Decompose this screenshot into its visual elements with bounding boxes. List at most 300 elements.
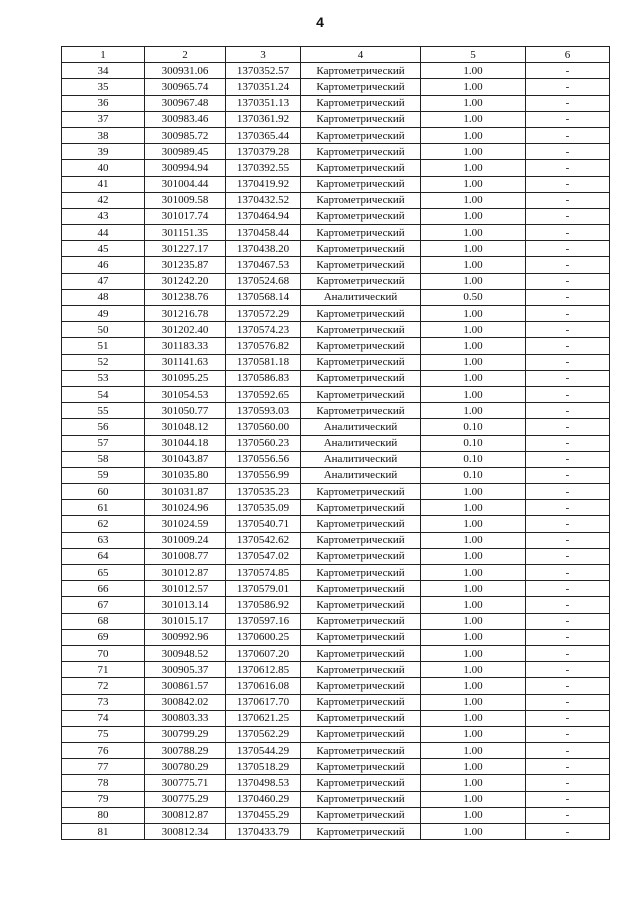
accuracy-cell: 1.00: [421, 759, 526, 775]
point-number-cell: 41: [62, 176, 145, 192]
method-cell: Картометрический: [301, 694, 421, 710]
accuracy-cell: 1.00: [421, 257, 526, 273]
accuracy-cell: 1.00: [421, 111, 526, 127]
x-coordinate-cell: 300788.29: [145, 743, 226, 759]
accuracy-cell: 1.00: [421, 241, 526, 257]
table-row: [62, 743, 610, 759]
y-coordinate-cell: 1370586.83: [226, 370, 301, 386]
point-number-cell: 55: [62, 403, 145, 419]
y-coordinate-cell: 1370432.52: [226, 192, 301, 208]
x-coordinate-cell: 301242.20: [145, 273, 226, 289]
table-row: [62, 467, 610, 483]
note-cell: -: [526, 127, 610, 143]
coordinates-table: [61, 46, 610, 840]
y-coordinate-cell: 1370616.08: [226, 678, 301, 694]
x-coordinate-cell: 301044.18: [145, 435, 226, 451]
table-row: [62, 273, 610, 289]
method-cell: Картометрический: [301, 629, 421, 645]
method-cell: Картометрический: [301, 144, 421, 160]
y-coordinate-cell: 1370540.71: [226, 516, 301, 532]
table-row: [62, 225, 610, 241]
table-row: [62, 484, 610, 500]
y-coordinate-cell: 1370351.24: [226, 79, 301, 95]
point-number-cell: 58: [62, 451, 145, 467]
method-cell: Аналитический: [301, 467, 421, 483]
table-row: [62, 306, 610, 322]
x-coordinate-cell: 300985.72: [145, 127, 226, 143]
accuracy-cell: 0.10: [421, 435, 526, 451]
accuracy-cell: 1.00: [421, 743, 526, 759]
method-cell: Картометрический: [301, 726, 421, 742]
note-cell: -: [526, 144, 610, 160]
note-cell: -: [526, 370, 610, 386]
note-cell: -: [526, 306, 610, 322]
x-coordinate-cell: 301235.87: [145, 257, 226, 273]
point-number-cell: 37: [62, 111, 145, 127]
method-cell: Картометрический: [301, 662, 421, 678]
note-cell: -: [526, 565, 610, 581]
table-row: [62, 775, 610, 791]
x-coordinate-cell: 301004.44: [145, 176, 226, 192]
x-coordinate-cell: 300861.57: [145, 678, 226, 694]
table-row: [62, 127, 610, 143]
table-row: [62, 435, 610, 451]
column-header: 4: [301, 47, 421, 63]
point-number-cell: 44: [62, 225, 145, 241]
accuracy-cell: 1.00: [421, 176, 526, 192]
y-coordinate-cell: 1370433.79: [226, 824, 301, 840]
table-row: [62, 63, 610, 79]
note-cell: -: [526, 160, 610, 176]
x-coordinate-cell: 300992.96: [145, 629, 226, 645]
table-row: [62, 451, 610, 467]
point-number-cell: 42: [62, 192, 145, 208]
accuracy-cell: 1.00: [421, 710, 526, 726]
x-coordinate-cell: 301031.87: [145, 484, 226, 500]
table-row: [62, 597, 610, 613]
y-coordinate-cell: 1370464.94: [226, 208, 301, 224]
method-cell: Картометрический: [301, 225, 421, 241]
accuracy-cell: 1.00: [421, 79, 526, 95]
point-number-cell: 66: [62, 581, 145, 597]
note-cell: -: [526, 225, 610, 241]
x-coordinate-cell: 300965.74: [145, 79, 226, 95]
note-cell: -: [526, 467, 610, 483]
column-header: 6: [526, 47, 610, 63]
point-number-cell: 67: [62, 597, 145, 613]
method-cell: Картометрический: [301, 791, 421, 807]
point-number-cell: 56: [62, 419, 145, 435]
y-coordinate-cell: 1370586.92: [226, 597, 301, 613]
column-header: 1: [62, 47, 145, 63]
y-coordinate-cell: 1370593.03: [226, 403, 301, 419]
y-coordinate-cell: 1370576.82: [226, 338, 301, 354]
accuracy-cell: 0.50: [421, 289, 526, 305]
method-cell: Картометрический: [301, 759, 421, 775]
accuracy-cell: 1.00: [421, 726, 526, 742]
x-coordinate-cell: 301043.87: [145, 451, 226, 467]
method-cell: Картометрический: [301, 613, 421, 629]
x-coordinate-cell: 301050.77: [145, 403, 226, 419]
table-row: [62, 516, 610, 532]
table-row: [62, 759, 610, 775]
table-row: [62, 645, 610, 661]
y-coordinate-cell: 1370460.29: [226, 791, 301, 807]
point-number-cell: 74: [62, 710, 145, 726]
note-cell: -: [526, 500, 610, 516]
table-row: [62, 532, 610, 548]
note-cell: -: [526, 645, 610, 661]
y-coordinate-cell: 1370556.99: [226, 467, 301, 483]
method-cell: Картометрический: [301, 176, 421, 192]
point-number-cell: 43: [62, 208, 145, 224]
table-row: [62, 581, 610, 597]
y-coordinate-cell: 1370574.85: [226, 565, 301, 581]
accuracy-cell: 1.00: [421, 565, 526, 581]
point-number-cell: 65: [62, 565, 145, 581]
note-cell: -: [526, 419, 610, 435]
x-coordinate-cell: 300983.46: [145, 111, 226, 127]
x-coordinate-cell: 300775.29: [145, 791, 226, 807]
method-cell: Картометрический: [301, 111, 421, 127]
accuracy-cell: 1.00: [421, 95, 526, 111]
point-number-cell: 57: [62, 435, 145, 451]
method-cell: Картометрический: [301, 63, 421, 79]
note-cell: -: [526, 775, 610, 791]
table-row: [62, 565, 610, 581]
accuracy-cell: 1.00: [421, 160, 526, 176]
point-number-cell: 45: [62, 241, 145, 257]
note-cell: -: [526, 581, 610, 597]
y-coordinate-cell: 1370560.00: [226, 419, 301, 435]
x-coordinate-cell: 301141.63: [145, 354, 226, 370]
note-cell: -: [526, 484, 610, 500]
point-number-cell: 73: [62, 694, 145, 710]
point-number-cell: 63: [62, 532, 145, 548]
y-coordinate-cell: 1370556.56: [226, 451, 301, 467]
point-number-cell: 35: [62, 79, 145, 95]
table-row: [62, 257, 610, 273]
method-cell: Картометрический: [301, 581, 421, 597]
y-coordinate-cell: 1370612.85: [226, 662, 301, 678]
y-coordinate-cell: 1370600.25: [226, 629, 301, 645]
note-cell: -: [526, 95, 610, 111]
note-cell: -: [526, 710, 610, 726]
method-cell: Картометрический: [301, 354, 421, 370]
y-coordinate-cell: 1370518.29: [226, 759, 301, 775]
y-coordinate-cell: 1370392.55: [226, 160, 301, 176]
x-coordinate-cell: 301202.40: [145, 322, 226, 338]
x-coordinate-cell: 300812.34: [145, 824, 226, 840]
point-number-cell: 51: [62, 338, 145, 354]
y-coordinate-cell: 1370438.20: [226, 241, 301, 257]
note-cell: -: [526, 79, 610, 95]
table-row: [62, 176, 610, 192]
y-coordinate-cell: 1370542.62: [226, 532, 301, 548]
accuracy-cell: 1.00: [421, 370, 526, 386]
accuracy-cell: 1.00: [421, 338, 526, 354]
y-coordinate-cell: 1370597.16: [226, 613, 301, 629]
column-header: 3: [226, 47, 301, 63]
x-coordinate-cell: 301035.80: [145, 467, 226, 483]
table-row: [62, 613, 610, 629]
table-row: [62, 548, 610, 564]
method-cell: Картометрический: [301, 208, 421, 224]
y-coordinate-cell: 1370607.20: [226, 645, 301, 661]
method-cell: Картометрический: [301, 824, 421, 840]
method-cell: Картометрический: [301, 775, 421, 791]
method-cell: Картометрический: [301, 678, 421, 694]
table-row: [62, 354, 610, 370]
accuracy-cell: 1.00: [421, 127, 526, 143]
table-header-row: [62, 47, 610, 63]
accuracy-cell: 1.00: [421, 662, 526, 678]
point-number-cell: 39: [62, 144, 145, 160]
note-cell: -: [526, 208, 610, 224]
method-cell: Картометрический: [301, 322, 421, 338]
method-cell: Картометрический: [301, 386, 421, 402]
table-row: [62, 322, 610, 338]
y-coordinate-cell: 1370535.23: [226, 484, 301, 500]
method-cell: Картометрический: [301, 370, 421, 386]
page-number: 4: [316, 14, 324, 30]
point-number-cell: 60: [62, 484, 145, 500]
method-cell: Картометрический: [301, 338, 421, 354]
x-coordinate-cell: 301012.57: [145, 581, 226, 597]
table-row: [62, 79, 610, 95]
accuracy-cell: 1.00: [421, 144, 526, 160]
x-coordinate-cell: 301015.17: [145, 613, 226, 629]
column-header: 2: [145, 47, 226, 63]
accuracy-cell: 1.00: [421, 306, 526, 322]
x-coordinate-cell: 301008.77: [145, 548, 226, 564]
method-cell: Картометрический: [301, 79, 421, 95]
y-coordinate-cell: 1370458.44: [226, 225, 301, 241]
accuracy-cell: 1.00: [421, 386, 526, 402]
point-number-cell: 71: [62, 662, 145, 678]
table-row: [62, 662, 610, 678]
note-cell: -: [526, 241, 610, 257]
accuracy-cell: 1.00: [421, 694, 526, 710]
y-coordinate-cell: 1370379.28: [226, 144, 301, 160]
x-coordinate-cell: 301048.12: [145, 419, 226, 435]
accuracy-cell: 0.10: [421, 419, 526, 435]
note-cell: -: [526, 516, 610, 532]
accuracy-cell: 1.00: [421, 192, 526, 208]
column-header: 5: [421, 47, 526, 63]
note-cell: -: [526, 435, 610, 451]
table-row: [62, 95, 610, 111]
accuracy-cell: 1.00: [421, 824, 526, 840]
x-coordinate-cell: 300905.37: [145, 662, 226, 678]
point-number-cell: 62: [62, 516, 145, 532]
table-row: [62, 791, 610, 807]
point-number-cell: 59: [62, 467, 145, 483]
y-coordinate-cell: 1370562.29: [226, 726, 301, 742]
point-number-cell: 38: [62, 127, 145, 143]
y-coordinate-cell: 1370560.23: [226, 435, 301, 451]
x-coordinate-cell: 300967.48: [145, 95, 226, 111]
x-coordinate-cell: 301009.24: [145, 532, 226, 548]
y-coordinate-cell: 1370351.13: [226, 95, 301, 111]
table-row: [62, 694, 610, 710]
y-coordinate-cell: 1370419.92: [226, 176, 301, 192]
y-coordinate-cell: 1370365.44: [226, 127, 301, 143]
note-cell: -: [526, 743, 610, 759]
y-coordinate-cell: 1370455.29: [226, 807, 301, 823]
y-coordinate-cell: 1370592.65: [226, 386, 301, 402]
y-coordinate-cell: 1370581.18: [226, 354, 301, 370]
x-coordinate-cell: 300780.29: [145, 759, 226, 775]
point-number-cell: 70: [62, 645, 145, 661]
y-coordinate-cell: 1370547.02: [226, 548, 301, 564]
x-coordinate-cell: 301227.17: [145, 241, 226, 257]
method-cell: Картометрический: [301, 484, 421, 500]
method-cell: Картометрический: [301, 192, 421, 208]
accuracy-cell: 1.00: [421, 63, 526, 79]
note-cell: -: [526, 532, 610, 548]
accuracy-cell: 0.10: [421, 451, 526, 467]
method-cell: Картометрический: [301, 95, 421, 111]
accuracy-cell: 1.00: [421, 807, 526, 823]
point-number-cell: 54: [62, 386, 145, 402]
note-cell: -: [526, 678, 610, 694]
y-coordinate-cell: 1370467.53: [226, 257, 301, 273]
x-coordinate-cell: 300775.71: [145, 775, 226, 791]
table-row: [62, 160, 610, 176]
point-number-cell: 40: [62, 160, 145, 176]
x-coordinate-cell: 301009.58: [145, 192, 226, 208]
note-cell: -: [526, 111, 610, 127]
table-row: [62, 111, 610, 127]
y-coordinate-cell: 1370544.29: [226, 743, 301, 759]
table-body: [62, 63, 610, 840]
x-coordinate-cell: 301024.59: [145, 516, 226, 532]
accuracy-cell: 1.00: [421, 322, 526, 338]
point-number-cell: 36: [62, 95, 145, 111]
x-coordinate-cell: 301017.74: [145, 208, 226, 224]
method-cell: Картометрический: [301, 548, 421, 564]
table-row: [62, 192, 610, 208]
x-coordinate-cell: 300799.29: [145, 726, 226, 742]
note-cell: -: [526, 289, 610, 305]
table-row: [62, 144, 610, 160]
method-cell: Картометрический: [301, 273, 421, 289]
point-number-cell: 46: [62, 257, 145, 273]
x-coordinate-cell: 301095.25: [145, 370, 226, 386]
note-cell: -: [526, 548, 610, 564]
point-number-cell: 78: [62, 775, 145, 791]
method-cell: Картометрический: [301, 160, 421, 176]
note-cell: -: [526, 338, 610, 354]
point-number-cell: 75: [62, 726, 145, 742]
table-row: [62, 710, 610, 726]
table-row: [62, 629, 610, 645]
accuracy-cell: 1.00: [421, 581, 526, 597]
note-cell: -: [526, 403, 610, 419]
table-row: [62, 419, 610, 435]
note-cell: -: [526, 176, 610, 192]
x-coordinate-cell: 301216.78: [145, 306, 226, 322]
point-number-cell: 76: [62, 743, 145, 759]
method-cell: Картометрический: [301, 807, 421, 823]
x-coordinate-cell: 300994.94: [145, 160, 226, 176]
table-row: [62, 500, 610, 516]
y-coordinate-cell: 1370498.53: [226, 775, 301, 791]
accuracy-cell: 1.00: [421, 678, 526, 694]
y-coordinate-cell: 1370535.09: [226, 500, 301, 516]
accuracy-cell: 0.10: [421, 467, 526, 483]
point-number-cell: 77: [62, 759, 145, 775]
note-cell: -: [526, 613, 610, 629]
method-cell: Картометрический: [301, 645, 421, 661]
accuracy-cell: 1.00: [421, 403, 526, 419]
method-cell: Картометрический: [301, 500, 421, 516]
method-cell: Аналитический: [301, 419, 421, 435]
method-cell: Картометрический: [301, 710, 421, 726]
point-number-cell: 79: [62, 791, 145, 807]
point-number-cell: 72: [62, 678, 145, 694]
accuracy-cell: 1.00: [421, 629, 526, 645]
table-row: [62, 370, 610, 386]
note-cell: -: [526, 322, 610, 338]
accuracy-cell: 1.00: [421, 225, 526, 241]
x-coordinate-cell: 300803.33: [145, 710, 226, 726]
table-row: [62, 241, 610, 257]
note-cell: -: [526, 662, 610, 678]
y-coordinate-cell: 1370568.14: [226, 289, 301, 305]
note-cell: -: [526, 597, 610, 613]
x-coordinate-cell: 300931.06: [145, 63, 226, 79]
method-cell: Картометрический: [301, 597, 421, 613]
x-coordinate-cell: 301054.53: [145, 386, 226, 402]
note-cell: -: [526, 791, 610, 807]
table-row: [62, 807, 610, 823]
note-cell: -: [526, 726, 610, 742]
y-coordinate-cell: 1370579.01: [226, 581, 301, 597]
note-cell: -: [526, 694, 610, 710]
x-coordinate-cell: 301183.33: [145, 338, 226, 354]
note-cell: -: [526, 451, 610, 467]
y-coordinate-cell: 1370572.29: [226, 306, 301, 322]
y-coordinate-cell: 1370352.57: [226, 63, 301, 79]
accuracy-cell: 1.00: [421, 273, 526, 289]
point-number-cell: 64: [62, 548, 145, 564]
table-row: [62, 726, 610, 742]
accuracy-cell: 1.00: [421, 775, 526, 791]
method-cell: Картометрический: [301, 743, 421, 759]
x-coordinate-cell: 300989.45: [145, 144, 226, 160]
accuracy-cell: 1.00: [421, 645, 526, 661]
method-cell: Картометрический: [301, 241, 421, 257]
note-cell: -: [526, 759, 610, 775]
method-cell: Аналитический: [301, 435, 421, 451]
method-cell: Аналитический: [301, 451, 421, 467]
table-row: [62, 678, 610, 694]
y-coordinate-cell: 1370524.68: [226, 273, 301, 289]
point-number-cell: 53: [62, 370, 145, 386]
method-cell: Аналитический: [301, 289, 421, 305]
point-number-cell: 80: [62, 807, 145, 823]
y-coordinate-cell: 1370361.92: [226, 111, 301, 127]
method-cell: Картометрический: [301, 516, 421, 532]
point-number-cell: 49: [62, 306, 145, 322]
x-coordinate-cell: 301013.14: [145, 597, 226, 613]
note-cell: -: [526, 824, 610, 840]
accuracy-cell: 1.00: [421, 500, 526, 516]
accuracy-cell: 1.00: [421, 613, 526, 629]
accuracy-cell: 1.00: [421, 548, 526, 564]
